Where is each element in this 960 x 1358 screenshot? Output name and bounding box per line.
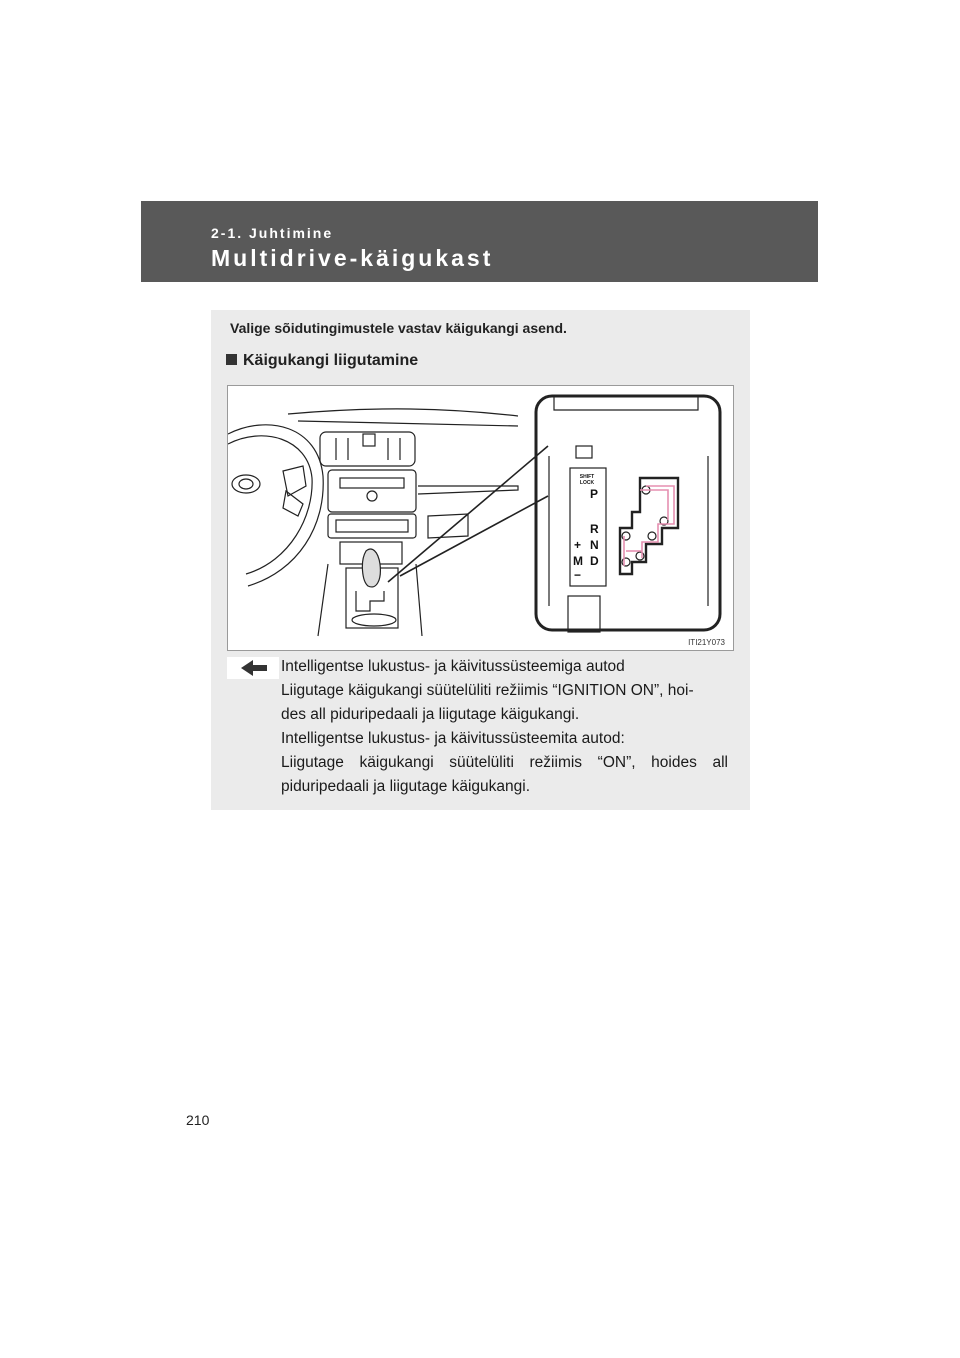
car-logo bbox=[232, 475, 260, 493]
with-smart-text-2: des all piduripedaali ja liigutage käigukangi. bbox=[281, 706, 580, 723]
gear-n: N bbox=[590, 538, 599, 552]
with-smart-text-1: Liigutage käigukangi süütelüliti režiimis “IGNITION ON”, hoi- bbox=[281, 682, 694, 699]
gear-r: R bbox=[590, 522, 599, 536]
gear-d: D bbox=[590, 554, 599, 568]
arrow-left-icon bbox=[227, 657, 279, 679]
gear-plus: + bbox=[574, 538, 582, 552]
section-label: 2-1. Juhtimine bbox=[211, 225, 334, 241]
shift-knob bbox=[362, 549, 380, 587]
figure-code: ITI21Y073 bbox=[688, 638, 725, 647]
section-header bbox=[141, 201, 818, 282]
gear-p: P bbox=[590, 487, 599, 501]
content-panel bbox=[211, 310, 750, 810]
with-smart-title: Intelligentse lukustus- ja käivitussüsteemiga autod bbox=[281, 658, 625, 675]
cup-holder bbox=[352, 614, 396, 626]
climate-panel bbox=[328, 514, 416, 538]
shift-lock-label: SHIFT LOCK bbox=[579, 474, 595, 486]
square-bullet-icon bbox=[226, 354, 237, 365]
without-smart-text-2: piduripedaali ja liigutage käigukangi. bbox=[281, 778, 531, 795]
page-number: 210 bbox=[186, 1112, 210, 1128]
gear-m: M bbox=[573, 554, 583, 568]
without-smart-title: Intelligentse lukustus- ja käivitussüsteemita autod: bbox=[281, 730, 625, 747]
air-vents bbox=[320, 432, 415, 466]
without-smart-text-1: Liigutage käigukangi süütelüliti režiimis “ON”, hoides all bbox=[281, 754, 728, 771]
page-title: Multidrive-käigukast bbox=[211, 245, 494, 271]
subheading bbox=[226, 352, 418, 370]
instruction-text bbox=[281, 655, 728, 799]
subheading-text: Käigukangi liigutamine bbox=[243, 352, 419, 369]
dashboard-drawing bbox=[228, 386, 733, 650]
illustration bbox=[227, 385, 734, 651]
gear-minus: − bbox=[574, 568, 582, 582]
intro-text: Valige sõidutingimustele vastav käigukangi asend. bbox=[230, 320, 567, 336]
shifter-inset bbox=[536, 396, 720, 630]
